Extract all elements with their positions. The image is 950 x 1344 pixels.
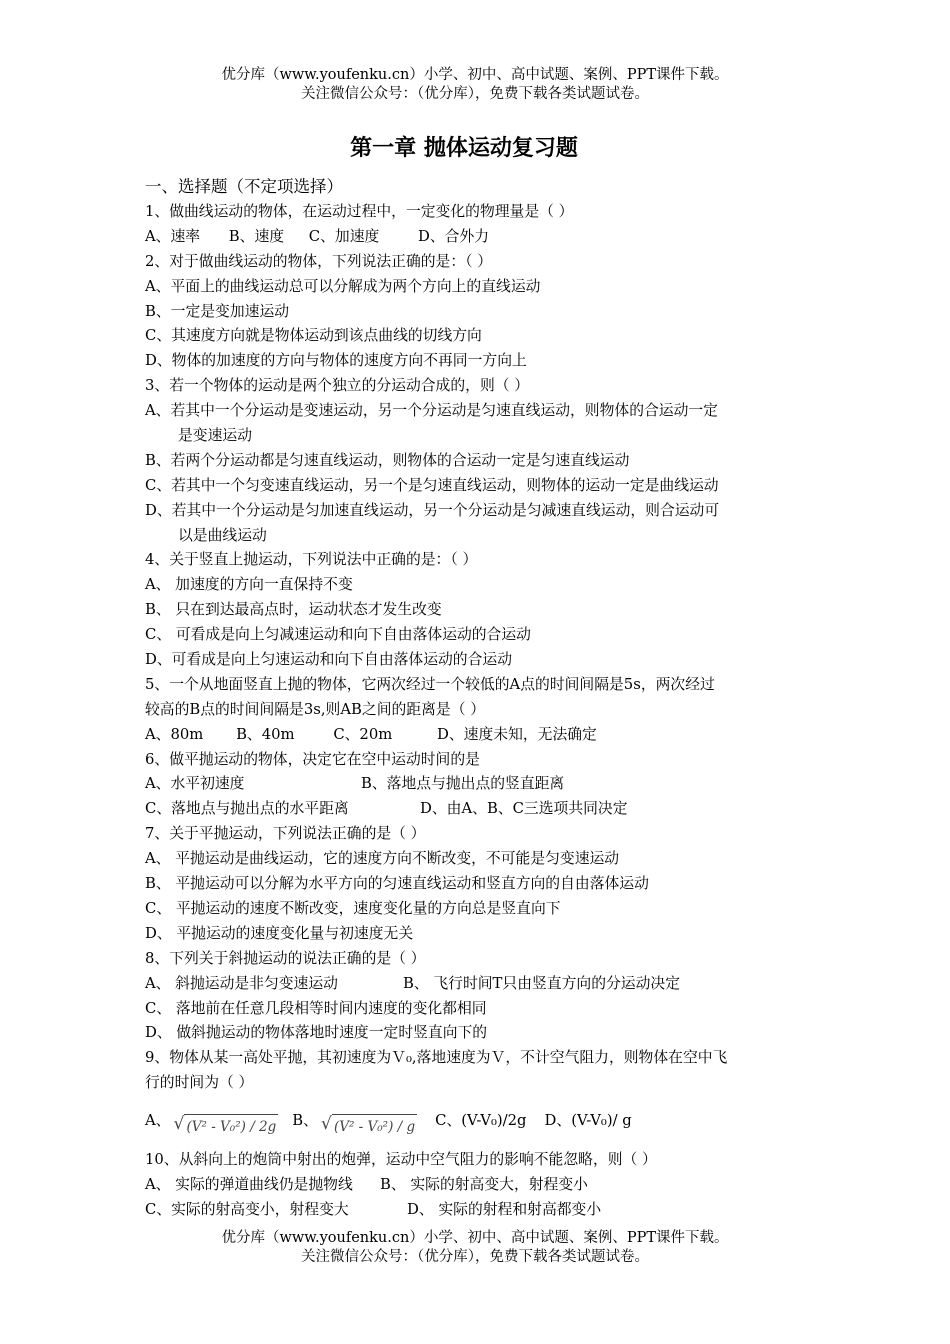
q2-option-c: C、其速度方向就是物体运动到该点曲线的切线方向	[145, 327, 482, 345]
q1-option-c: C、加速度	[308, 227, 380, 245]
q2-option-a: A、平面上的曲线运动总可以分解成为两个方向上的直线运动	[145, 277, 541, 295]
page-title: 第一章 抛体运动复习题	[350, 136, 578, 161]
q5-options	[145, 723, 810, 748]
q5-option-d: D、速度未知，无法确定	[437, 725, 597, 743]
q7-stem: 7、关于平抛运动，下列说法正确的是（ ）	[145, 825, 426, 843]
q1-option-b: B、速度	[228, 227, 285, 245]
q6-option-a: A、水平初速度	[145, 775, 245, 793]
q1-options	[145, 225, 810, 250]
q7-option-b: B、 平抛运动可以分解为水平方向的匀速直线运动和竖直方向的自由落体运动	[145, 875, 649, 893]
q3-option-d: D、若其中一个分运动是匀加速直线运动，另一个分运动是匀减速直线运动，则合运动可	[145, 501, 720, 519]
sqrt-symbol: √ (V² - V₀²) / 2g	[184, 1114, 278, 1140]
q10-option-d: D、 实际的射程和射高都变小	[407, 1200, 602, 1218]
q3-option-d-cont: 以是曲线运动	[178, 526, 267, 544]
q8-option-d: D、 做斜抛运动的物体落地时速度一定时竖直向下的	[145, 1024, 488, 1042]
q10-option-b: B、 实际的射高变大，射程变小	[380, 1175, 588, 1193]
q9-options	[145, 1098, 810, 1144]
q6-options-cd	[145, 797, 810, 822]
q9-option-d: D、(V-V₀)/ g	[544, 1111, 632, 1129]
q8-option-c: C、 落地前在任意几段相等时间内速度的变化都相同	[145, 999, 487, 1017]
q3-option-b: B、若两个分运动都是匀速直线运动，则物体的合运动一定是匀速直线运动	[145, 451, 630, 469]
header-line-1: 优分库（www.youfenku.cn）小学、初中、高中试题、案例、PPT课件下载。	[221, 67, 729, 83]
q2-stem: 2、对于做曲线运动的物体，下列说法正确的是：（ ）	[145, 252, 493, 270]
q6-option-c: C、落地点与抛出点的水平距离	[145, 800, 349, 818]
q3-option-c: C、若其中一个匀变速直线运动，另一个是匀速直线运动，则物体的运动一定是曲线运动	[145, 476, 719, 494]
q1-stem: 1、做曲线运动的物体，在运动过程中，一定变化的物理量是（ ）	[145, 203, 574, 220]
q5-stem-cont: 较高的B点的时间间隔是3s,则AB之间的距离是（ ）	[145, 700, 485, 718]
q7-option-d: D、 平抛运动的速度变化量与初速度无关	[145, 924, 414, 942]
q4-option-b: B、 只在到达最高点时，运动状态才发生改变	[145, 601, 442, 619]
q10-options-cd	[145, 1198, 810, 1223]
q10-option-a: A、 实际的弹道曲线仍是抛物线	[145, 1175, 353, 1193]
q4-option-c: C、 可看成是向上匀减速运动和向下自由落体运动的合运动	[145, 626, 531, 644]
q6-option-b: B、落地点与抛出点的竖直距离	[361, 775, 565, 793]
q8-options-ab	[145, 972, 810, 997]
q9-option-b-label: B、	[292, 1111, 318, 1129]
footer-line-2: 关注微信公众号：（优分库），免费下载各类试题试卷。	[301, 1249, 649, 1265]
q2-option-d: D、物体的加速度的方向与物体的速度方向不再同一方向上	[145, 352, 527, 370]
q6-option-d: D、由A、B、C三选项共同决定	[420, 800, 628, 818]
section-heading: 一、选择题（不定项选择）	[145, 177, 343, 196]
q5-stem: 5、一个从地面竖直上抛的物体，它两次经过一个较低的A点的时间间隔是5s，两次经过	[145, 675, 715, 693]
header-line-2: 关注微信公众号：（优分库），免费下载各类试题试卷。	[301, 86, 649, 102]
q9-option-b-formula	[332, 1114, 417, 1140]
q1-option-d: D、合外力	[418, 227, 490, 245]
q6-options-ab	[145, 772, 810, 797]
footer-line-1: 优分库（www.youfenku.cn）小学、初中、高中试题、案例、PPT课件下载。	[221, 1230, 729, 1246]
q2-option-b: B、一定是变加速运动	[145, 302, 290, 320]
sqrt-symbol: √ (V² - V₀²) / g	[332, 1114, 417, 1140]
q3-option-a: A、若其中一个分运动是变速运动，另一个分运动是匀速直线运动，则物体的合运动一定	[145, 402, 718, 420]
q9-stem: 9、物体从某一高处平抛，其初速度为Ｖ₀,落地速度为Ｖ，不计空气阻力，则物体在空中飞	[145, 1049, 728, 1067]
q9-stem-cont: 行的时间为（ ）	[145, 1074, 254, 1092]
q8-stem: 8、下列关于斜抛运动的说法正确的是（ ）	[145, 949, 426, 967]
q3-option-a-cont: 是变速运动	[178, 427, 252, 445]
q4-option-a: A、 加速度的方向一直保持不变	[145, 576, 353, 594]
q9-option-a-label: A、	[145, 1111, 171, 1129]
q4-option-d: D、可看成是向上匀速运动和向下自由落体运动的合运动	[145, 651, 512, 669]
q4-stem: 4、关于竖直上抛运动，下列说法中正确的是：（ ）	[145, 551, 478, 569]
q9-option-a-formula	[184, 1114, 278, 1140]
page-footer	[0, 1229, 950, 1267]
q5-option-c: C、20m	[333, 725, 393, 743]
q8-option-a: A、 斜抛运动是非匀变速运动	[145, 974, 338, 992]
q7-option-c: C、 平抛运动的速度不断改变，速度变化量的方向总是竖直向下	[145, 899, 561, 917]
q6-stem: 6、做平抛运动的物体，决定它在空中运动时间的是	[145, 750, 480, 768]
page-header	[0, 66, 950, 104]
q1-option-a: A、速率	[145, 227, 201, 245]
q10-option-c: C、实际的射高变小，射程变大	[145, 1200, 349, 1218]
q9-option-c: C、(V-V₀)/2g	[435, 1111, 527, 1129]
q5-option-b: B、40m	[236, 725, 295, 743]
q7-option-a: A、 平抛运动是曲线运动，它的速度方向不断改变，不可能是匀变速运动	[145, 850, 620, 868]
question-list	[145, 200, 810, 1223]
q8-option-b: B、 飞行时间T只由竖直方向的分运动决定	[403, 974, 680, 992]
q10-stem: 10、从斜向上的炮筒中射出的炮弹，运动中空气阻力的影响不能忽略，则（ ）	[145, 1151, 657, 1169]
q5-option-a: A、80m	[145, 725, 204, 743]
q10-options-ab	[145, 1173, 810, 1198]
q3-stem: 3、若一个物体的运动是两个独立的分运动合成的，则（ ）	[145, 377, 530, 395]
